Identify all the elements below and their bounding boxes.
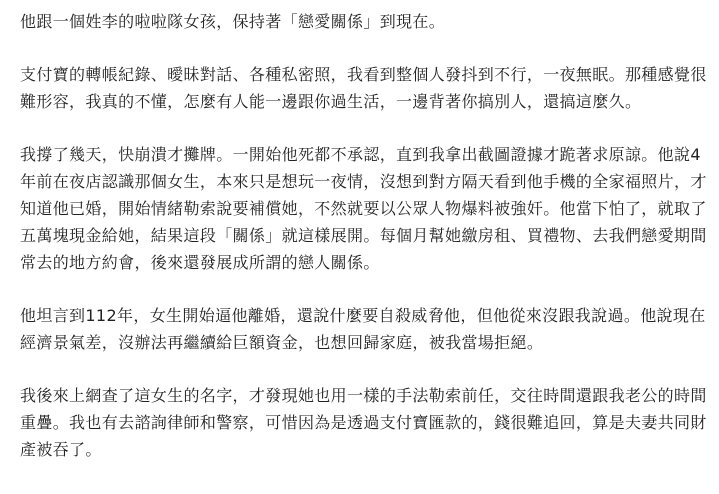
text-line: 五萬塊現金給她，結果這段「關係」就這樣展開。每個月幫她繳房租、買禮物、去我們戀愛期間: [20, 226, 707, 245]
text-line: 常去的地方約會，後來還發展成所謂的戀人關係。: [20, 253, 380, 272]
text-line: 經濟景氣差，沒辦法再繼續給巨額資金，也想回歸家庭，被我當場拒絕。: [20, 333, 544, 352]
text-line: 支付寶的轉帳紀錄、曖昧對話、各種私密照，我看到整個人發抖到不行，一夜無眠。那種感覺很: [20, 65, 707, 84]
text-line: 他跟一個姓李的啦啦隊女孩，保持著「戀愛關係」到現在。: [20, 12, 446, 31]
paragraph-5: [20, 382, 713, 463]
text-line: 重疊。我也有去諮詢律師和警察，可惜因為是透過支付寶匯款的，錢很難追回，算是夫妻共同財: [20, 413, 707, 432]
paragraph-4: [20, 302, 713, 356]
paragraph-2: [20, 61, 713, 115]
text-line: 我撐了幾天，快崩潰才攤牌。一開始他死都不承認，直到我拿出截圖證據才跪著求原諒。他說4: [20, 145, 701, 164]
text-line: 我後來上網查了這女生的名字，才發現她也用一樣的手法勒索前任，交往時間還跟我老公的時間: [20, 386, 707, 405]
text-line: 年前在夜店認識那個女生，本來只是想玩一夜情，沒想到對方隔天看到他手機的全家福照片，才: [20, 172, 707, 191]
text-line: 產被吞了。: [20, 440, 102, 459]
text-line: 他坦言到112年，女生開始逼他離婚，還說什麼要自殺威脅他，但他從來沒跟我說過。他說現在: [20, 306, 706, 325]
text-line: 知道他已婚，開始情緒勒索說要補償她，不然就要以公眾人物爆料被強奸。他當下怕了，就取了: [20, 199, 707, 218]
text-line: 難形容，我真的不懂，怎麼有人能一邊跟你過生活，一邊背著你搞別人，還搞這麼久。: [20, 92, 642, 111]
paragraph-1: [20, 8, 713, 35]
paragraph-3: [20, 141, 713, 276]
